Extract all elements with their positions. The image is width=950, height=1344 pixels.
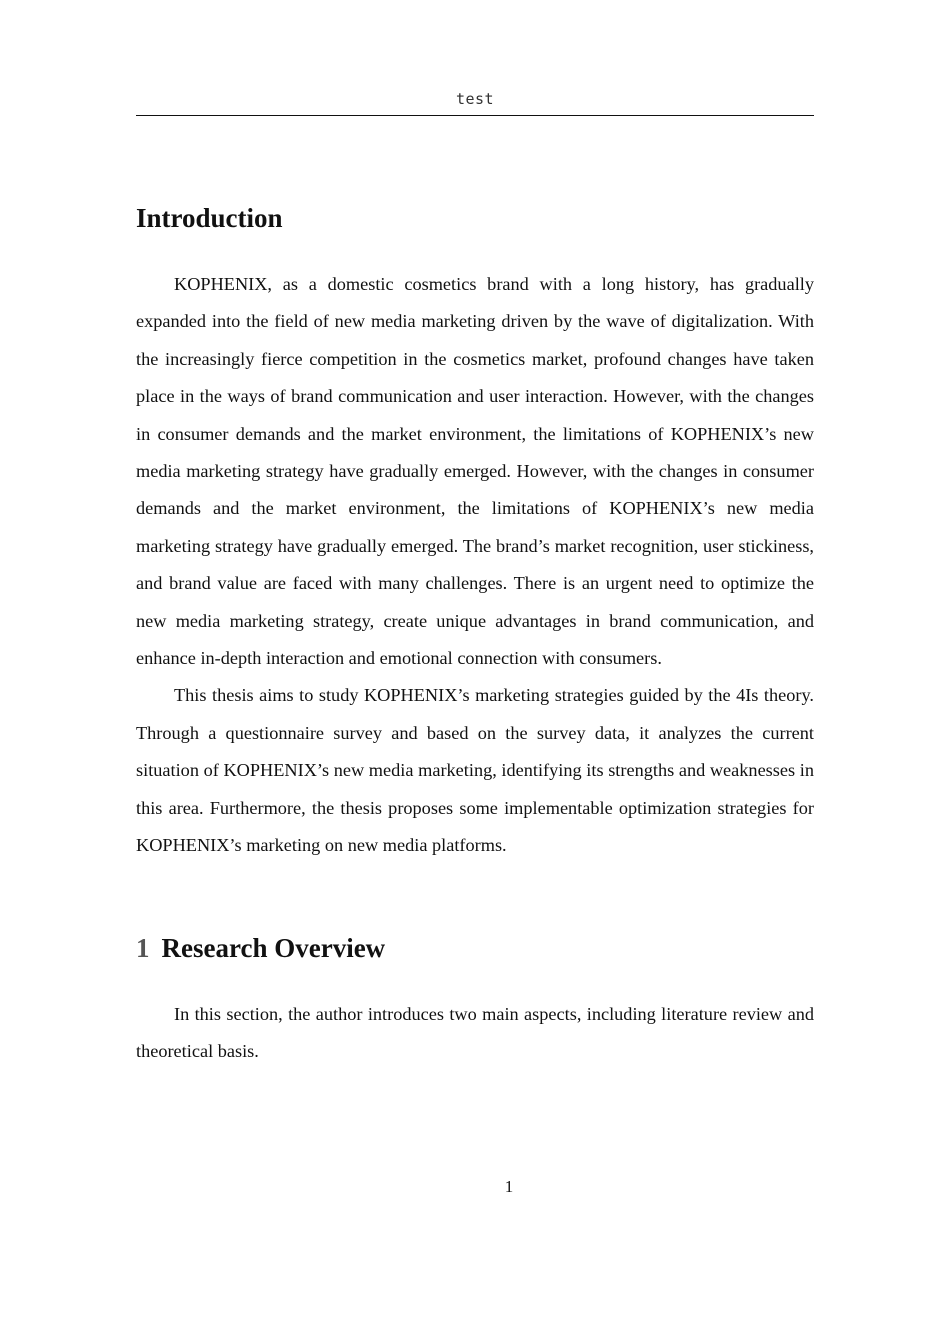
section-heading (136, 930, 385, 966)
body-paragraph: KOPHENIX, as a domestic cosmetics brand with a long history, has gradually expanded into the field of new media marketing driven by the wave of digitalization. With the increasingly fierce competition in the cosmetics market, profound changes have taken place in the ways of brand communication and user interaction. However, with the changes in consumer demands and the market environment, the limitations of KOPHENIX’s new media marketing strategy have gradually emerged. However, with the changes in consumer demands and the market environment, the limitations of KOPHENIX’s new media marketing strategy have gradually emerged. The brand’s market recognition, user stickiness, and brand value are faced with many challenges. There is an urgent need to optimize the new media marketing strategy, create unique advantages in brand communication, and enhance in-depth interaction and emotional connection with consumers. (136, 274, 814, 669)
section-number: 1 (136, 933, 150, 963)
body-paragraph: In this section, the author introduces two main aspects, including literature review and theoretical basis. (136, 1004, 814, 1062)
introduction-heading: Introduction (136, 203, 283, 233)
section-title: Research Overview (161, 933, 386, 963)
body-paragraph: This thesis aims to study KOPHENIX’s marketing strategies guided by the 4Is theory. Through a questionnaire survey and based on the survey data, it analyzes the current situation of KOPHENIX’s new media marketing, identifying its strengths and weaknesses in this area. Furthermore, the thesis proposes some implementable optimization strategies for KOPHENIX’s marketing on new media platforms. (136, 685, 814, 856)
running-header: test (455, 90, 495, 108)
introduction-body (136, 266, 814, 865)
section-body (136, 996, 814, 1071)
header-rule (136, 115, 814, 116)
page-number: 1 (504, 1177, 514, 1196)
